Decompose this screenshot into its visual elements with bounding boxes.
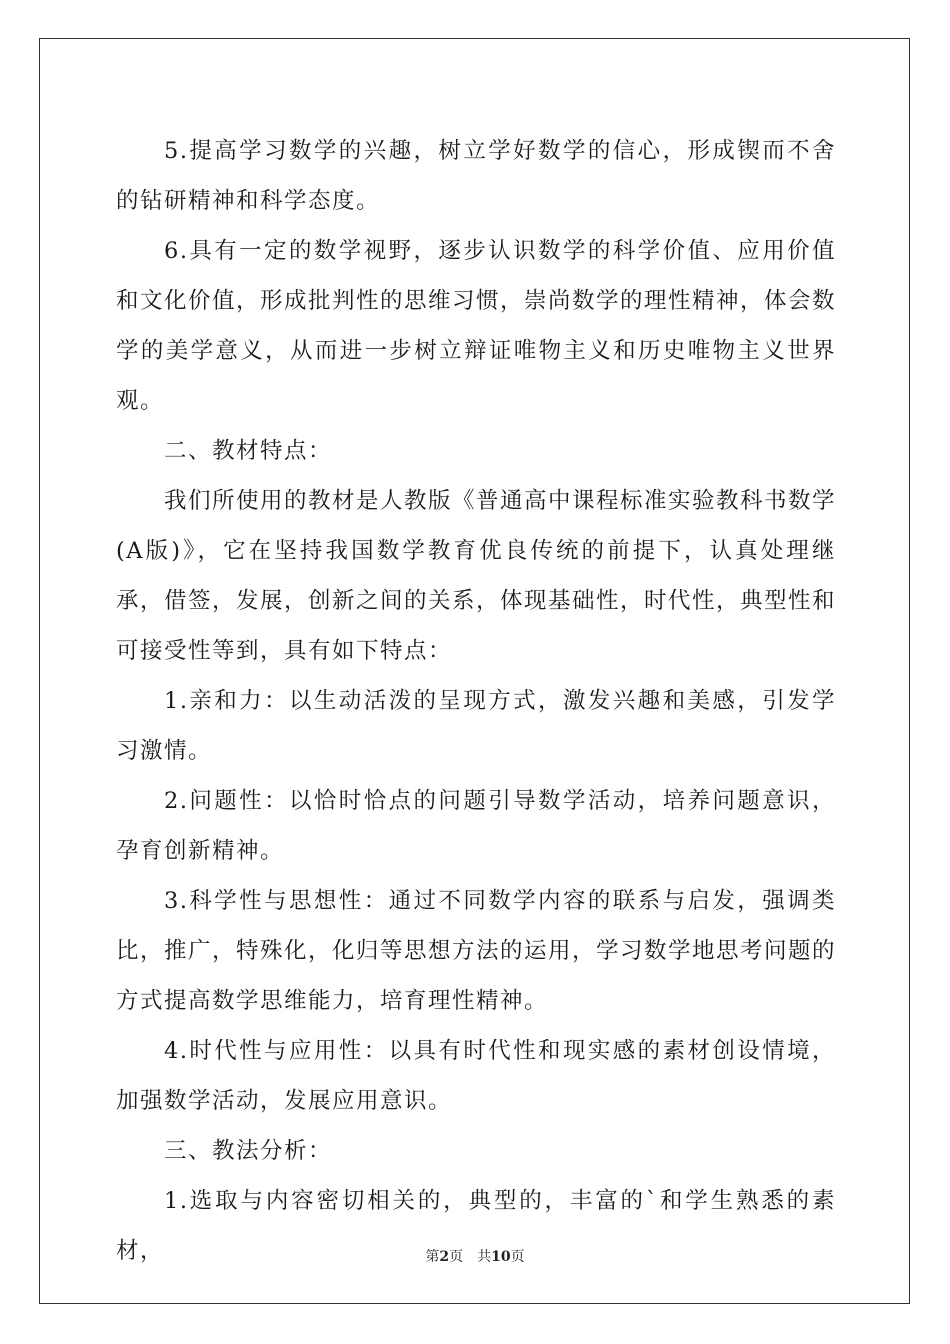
section-heading-textbook-features: 二、教材特点： (164, 438, 333, 464)
paragraph-feature-2: 2.问题性：以恰时恰点的问题引导数学活动，培养问题意识，孕育创新精神。 (116, 788, 836, 864)
paragraph-method-1: 1.选取与内容密切相关的，典型的，丰富的`和学生熟悉的素材， (116, 1188, 836, 1264)
document-body (116, 126, 836, 1276)
page-total: 10 (491, 1249, 511, 1265)
total-suffix: 页 (510, 1249, 525, 1265)
total-prefix: 共 (477, 1249, 492, 1265)
paragraph-feature-1: 1.亲和力：以生动活泼的呈现方式，激发兴趣和美感，引发学习激情。 (116, 688, 836, 764)
paragraph-feature-4: 4.时代性与应用性：以具有时代性和现实感的素材创设情境，加强数学活动，发展应用意识。 (116, 1038, 836, 1114)
page-prefix: 第 (425, 1249, 440, 1265)
paragraph-goal-6: 6.具有一定的数学视野，逐步认识数学的科学价值、应用价值和文化价值，形成批判性的思维习惯，崇尚数学的理性精神，体会数学的美学意义，从而进一步树立辩证唯物主义和历史唯物主义世界观。 (116, 238, 837, 414)
page-current: 2 (439, 1249, 450, 1265)
page-suffix: 页 (449, 1249, 464, 1265)
paragraph-goal-5: 5.提高学习数学的兴趣，树立学好数学的信心，形成锲而不舍的钻研精神和科学态度。 (116, 138, 836, 214)
page-footer (0, 1248, 950, 1266)
section-heading-teaching-method: 三、教法分析： (164, 1138, 333, 1164)
paragraph-textbook-intro: 我们所使用的教材是人教版《普通高中课程标准实验教科书数学(A版)》，它在坚持我国数学教育优良传统的前提下，认真处理继承，借签，发展，创新之间的关系，体现基础性，时代性，典型性和可接受性等到，具有如下特点： (116, 488, 837, 664)
paragraph-feature-3: 3.科学性与思想性：通过不同数学内容的联系与启发，强调类比，推广，特殊化，化归等思想方法的运用，学习数学地思考问题的方式提高数学思维能力，培育理性精神。 (116, 888, 837, 1014)
